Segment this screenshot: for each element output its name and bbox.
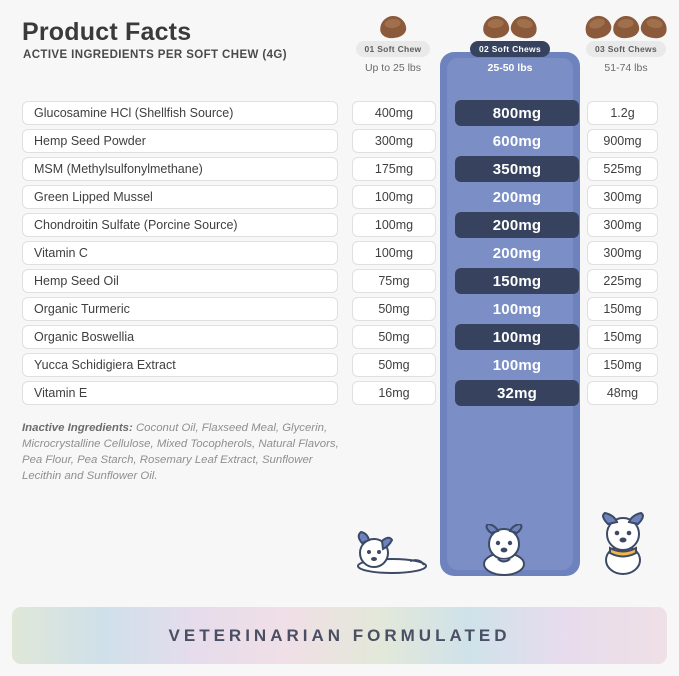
- table-row: [22, 185, 658, 209]
- dog-illustration-sitting: [468, 524, 540, 576]
- ingredient-dose-col3: 300mg: [587, 213, 658, 237]
- ingredient-name: MSM (Methylsulfonylmethane): [22, 157, 338, 181]
- inactive-ingredients: [22, 420, 352, 484]
- table-row: [22, 213, 658, 237]
- soft-chew-icon: [612, 15, 640, 40]
- ingredient-dose-col2: 150mg: [455, 268, 579, 294]
- page-title: Product Facts: [22, 18, 192, 46]
- ingredient-dose-col2: 200mg: [492, 244, 542, 262]
- ingredient-dose-col3: 150mg: [587, 297, 658, 321]
- ingredient-dose-col1: 50mg: [352, 353, 436, 377]
- soft-chew-icon: [379, 15, 407, 40]
- column-header-1: [338, 8, 448, 74]
- ingredient-dose-col1: 100mg: [352, 185, 436, 209]
- ingredient-name: Hemp Seed Oil: [22, 269, 338, 293]
- ingredient-dose-col1: 50mg: [352, 297, 436, 321]
- ingredient-table: [22, 101, 658, 409]
- soft-chew-icon-group-1: [338, 8, 448, 38]
- dog-illustration-lying: [352, 529, 430, 575]
- ingredient-name: Organic Turmeric: [22, 297, 338, 321]
- ingredient-dose-col2: 100mg: [492, 356, 542, 374]
- ingredient-name: Vitamin C: [22, 241, 338, 265]
- ingredient-dose-col3: 150mg: [587, 325, 658, 349]
- page-subtitle: ACTIVE INGREDIENTS PER SOFT CHEW (4G): [23, 49, 287, 61]
- soft-chew-icon: [582, 13, 613, 41]
- ingredient-dose-col3: 48mg: [587, 381, 658, 405]
- ingredient-dose-col2: 350mg: [455, 156, 579, 182]
- column-chip-2: 02 Soft Chews: [470, 41, 550, 57]
- table-row: [22, 353, 658, 377]
- ingredient-dose-col2: 100mg: [455, 324, 579, 350]
- column-header-3: [571, 8, 679, 74]
- ingredient-dose-col2: 200mg: [492, 188, 542, 206]
- soft-chew-icon: [509, 14, 538, 40]
- table-row: [22, 381, 658, 405]
- soft-chew-icon-group-3: [571, 8, 679, 38]
- ingredient-name: Organic Boswellia: [22, 325, 338, 349]
- ingredient-dose-col3: 300mg: [587, 185, 658, 209]
- ingredient-dose-col1: 300mg: [352, 129, 436, 153]
- table-row: [22, 129, 658, 153]
- column-weight-2: 25-50 lbs: [487, 62, 533, 74]
- table-row: [22, 157, 658, 181]
- column-header-2: [455, 8, 565, 74]
- column-chip-1: 01 Soft Chew: [356, 41, 431, 57]
- ingredient-dose-col3: 225mg: [587, 269, 658, 293]
- dog-illustration-standing: [592, 512, 654, 576]
- ingredient-dose-col1: 400mg: [352, 101, 436, 125]
- ingredient-dose-col1: 100mg: [352, 241, 436, 265]
- ingredient-dose-col3: 150mg: [587, 353, 658, 377]
- inactive-ingredients-label: Inactive Ingredients:: [22, 422, 133, 434]
- table-row: [22, 269, 658, 293]
- ingredient-name: Yucca Schidigiera Extract: [22, 353, 338, 377]
- ingredient-dose-col1: 100mg: [352, 213, 436, 237]
- column-weight-3: 51-74 lbs: [604, 62, 648, 74]
- ingredient-dose-col2: 800mg: [455, 100, 579, 126]
- ingredient-dose-col1: 50mg: [352, 325, 436, 349]
- ingredient-dose-col3: 900mg: [587, 129, 658, 153]
- ingredient-dose-col1: 75mg: [352, 269, 436, 293]
- footer-text: VETERINARIAN FORMULATED: [168, 625, 511, 645]
- soft-chew-icon: [482, 15, 510, 40]
- ingredient-dose-col2: 600mg: [492, 132, 542, 150]
- ingredient-dose-col2: 200mg: [455, 212, 579, 238]
- ingredient-dose-col1: 175mg: [352, 157, 436, 181]
- table-row: [22, 101, 658, 125]
- soft-chew-icon-group-2: [455, 8, 565, 38]
- ingredient-name: Hemp Seed Powder: [22, 129, 338, 153]
- ingredient-dose-col3: 1.2g: [587, 101, 658, 125]
- table-row: [22, 241, 658, 265]
- ingredient-name: Glucosamine HCl (Shellfish Source): [22, 101, 338, 125]
- ingredient-dose-col1: 16mg: [352, 381, 436, 405]
- table-row: [22, 297, 658, 321]
- ingredient-dose-col3: 525mg: [587, 157, 658, 181]
- ingredient-name: Vitamin E: [22, 381, 338, 405]
- soft-chew-icon: [639, 14, 668, 40]
- table-row: [22, 325, 658, 349]
- ingredient-dose-col2: 32mg: [455, 380, 579, 406]
- ingredient-name: Green Lipped Mussel: [22, 185, 338, 209]
- column-weight-1: Up to 25 lbs: [364, 62, 422, 74]
- column-chip-3: 03 Soft Chews: [586, 41, 666, 57]
- ingredient-dose-col2: 100mg: [492, 300, 542, 318]
- inactive-ingredients-text: Coconut Oil, Flaxseed Meal, Glycerin, Microcrystalline Cellulose, Mixed Tocopherols, Natural Flavors, Pea Flour, Pea Starch, Rosemary Leaf Extract, Sunflower Lecithin and Sunflower Oil.: [22, 422, 339, 482]
- ingredient-dose-col3: 300mg: [587, 241, 658, 265]
- ingredient-name: Chondroitin Sulfate (Porcine Source): [22, 213, 338, 237]
- footer-banner: [12, 607, 667, 664]
